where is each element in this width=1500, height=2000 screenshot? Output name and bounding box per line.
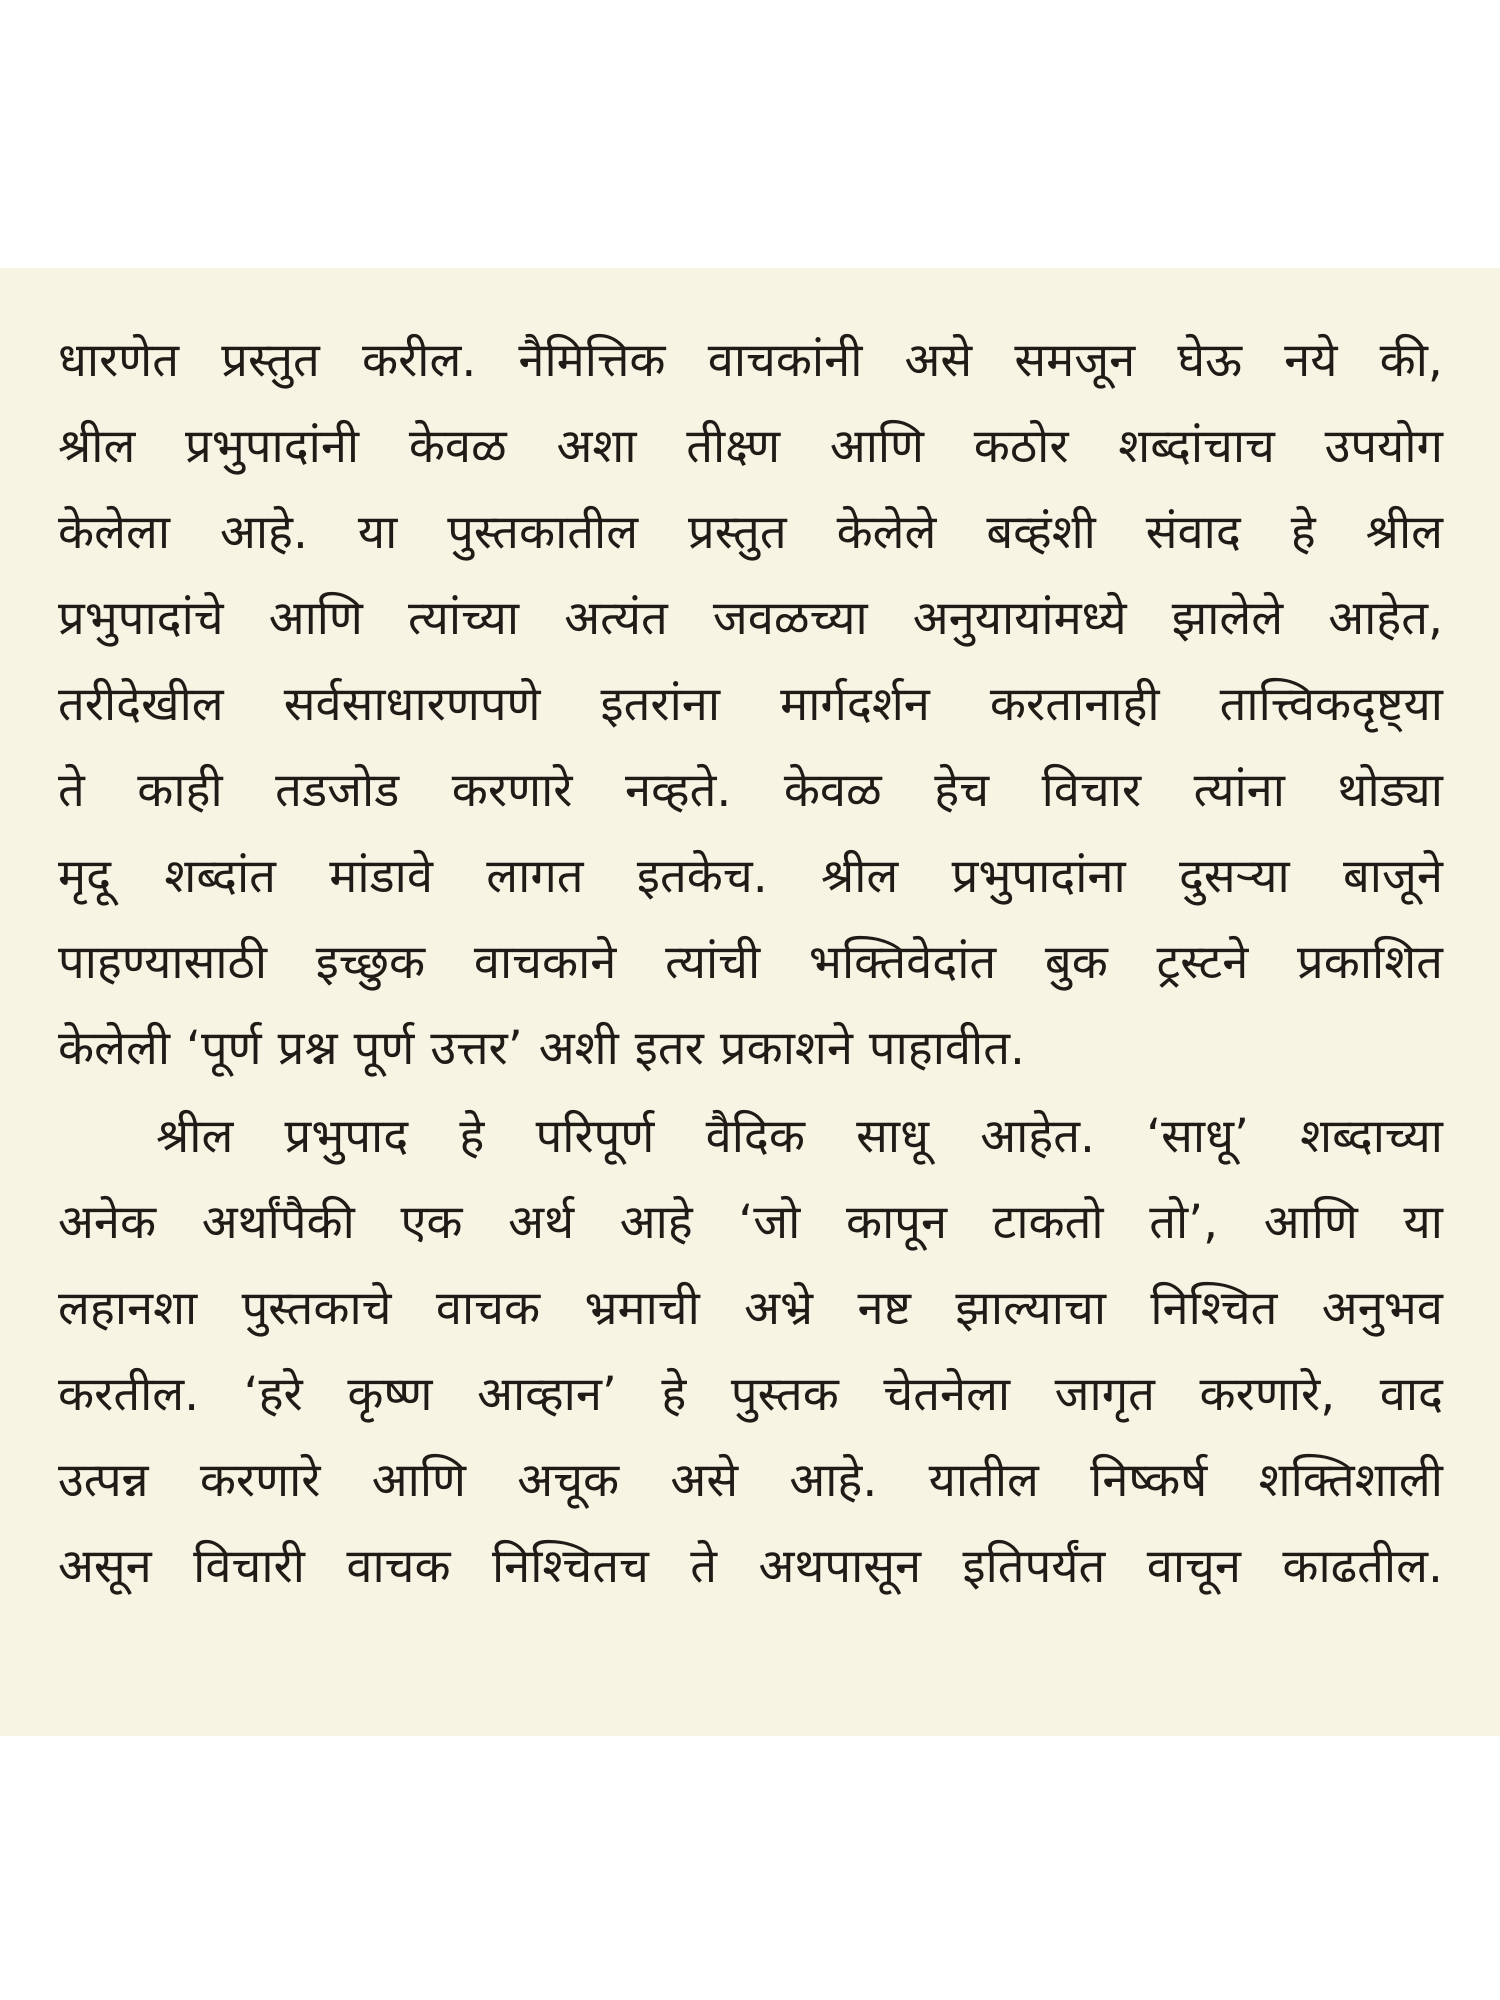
word: आहेत.	[980, 1109, 1095, 1164]
word: उत्पन्न	[58, 1453, 149, 1508]
word: श्रील	[156, 1109, 234, 1164]
word: निश्चितच	[491, 1539, 649, 1594]
word: आणि	[1263, 1195, 1358, 1250]
text-line	[58, 662, 1443, 748]
word: करतील.	[58, 1367, 200, 1422]
word: अचूक	[517, 1453, 620, 1508]
word: ‘पूर्ण	[186, 1021, 262, 1076]
word: निश्चित	[1150, 1281, 1278, 1336]
word: इतरांना	[600, 677, 721, 732]
word: बुक	[1044, 935, 1108, 990]
word: अनुभव	[1321, 1281, 1443, 1336]
text-line	[58, 1524, 1443, 1610]
word: इतर	[634, 1021, 704, 1076]
word: करतानाही	[989, 677, 1160, 732]
word: शब्दाच्या	[1300, 1109, 1443, 1164]
word: करणारे	[199, 1453, 321, 1508]
word: नये	[1284, 333, 1338, 388]
word: केलेला	[58, 505, 171, 560]
word: तरीदेखील	[58, 677, 224, 732]
word: करील.	[361, 333, 477, 388]
word: आणि	[268, 591, 363, 646]
word: समजून	[1014, 333, 1136, 388]
word: केवळ	[783, 763, 882, 818]
word: नष्ट	[857, 1281, 911, 1336]
word: असे	[904, 333, 973, 388]
word: यातील	[928, 1453, 1039, 1508]
word: चेतनेला	[883, 1367, 1011, 1422]
word: अथपासून	[758, 1539, 922, 1594]
word: विचार	[1041, 763, 1142, 818]
word: की,	[1379, 333, 1443, 388]
word: हे	[1290, 505, 1316, 560]
word: इतिपर्यंत	[962, 1539, 1106, 1594]
word: नव्हते.	[624, 763, 732, 818]
word: तडजोड	[275, 763, 400, 818]
word: करणारे	[451, 763, 573, 818]
word: परिपूर्ण	[535, 1109, 655, 1164]
text-line	[58, 834, 1443, 920]
word: निष्कर्ष	[1090, 1453, 1208, 1508]
word: वाचक	[346, 1539, 451, 1594]
word: आहेत,	[1328, 591, 1443, 646]
text-line	[58, 920, 1443, 1006]
word: प्रभुपादांनी	[185, 419, 360, 474]
word: ते	[58, 763, 85, 818]
word: भ्रमाची	[584, 1281, 700, 1336]
word: लागत	[486, 849, 584, 904]
word: प्रकाशने	[719, 1021, 853, 1076]
text-line	[58, 1352, 1443, 1438]
word: झाल्याचा	[955, 1281, 1106, 1336]
word: आहे.	[789, 1453, 878, 1508]
word: भक्तिवेदांत	[808, 935, 997, 990]
word: ‘जो	[738, 1195, 801, 1250]
word: ते	[690, 1539, 718, 1594]
word: मृदू	[58, 849, 112, 904]
word: वाचकांनी	[707, 333, 863, 388]
word: एक	[400, 1195, 463, 1250]
word: ‘हरे	[243, 1367, 303, 1422]
word: धारणेत	[58, 333, 180, 388]
word: श्रील	[58, 419, 136, 474]
word: श्रील	[820, 849, 899, 904]
word: या	[357, 505, 398, 560]
word: पाहण्यासाठी	[58, 935, 268, 990]
word: अत्यंत	[564, 591, 668, 646]
word: त्यांची	[665, 935, 761, 990]
text-block	[58, 318, 1443, 1610]
word: वाचकाने	[473, 935, 617, 990]
word: अर्थ	[508, 1195, 575, 1250]
word: विचारी	[193, 1539, 305, 1594]
word: बाजूने	[1342, 849, 1443, 904]
word: अर्थांपैकी	[201, 1195, 355, 1250]
text-line	[58, 576, 1443, 662]
word: प्रस्तुत	[688, 505, 787, 560]
word: प्रभुपादांना	[951, 849, 1126, 904]
word: जवळच्या	[712, 591, 868, 646]
word: कृष्ण	[347, 1367, 433, 1422]
word: हे	[661, 1367, 687, 1422]
word: वाचून	[1146, 1539, 1241, 1594]
word: शब्दांचाच	[1118, 419, 1275, 474]
text-line	[58, 1438, 1443, 1524]
word: करणारे,	[1199, 1367, 1336, 1422]
word: इच्छुक	[315, 935, 426, 990]
word: आहे.	[219, 505, 308, 560]
word: लहानशा	[58, 1281, 198, 1336]
word: ‘साधू’	[1146, 1109, 1249, 1164]
word: अनेक	[58, 1195, 157, 1250]
word: मांडावे	[329, 849, 433, 904]
word: आव्हान’	[477, 1367, 617, 1422]
word: उत्तर’	[430, 1021, 523, 1076]
text-line	[58, 1094, 1443, 1180]
word: पुस्तकाचे	[241, 1281, 392, 1336]
word: असे	[670, 1453, 739, 1508]
word: अशा	[556, 419, 637, 474]
text-line	[58, 1006, 1443, 1092]
word: केलेली	[58, 1021, 171, 1076]
text-line	[58, 404, 1443, 490]
word: केलेले	[836, 505, 937, 560]
word: केवळ	[408, 419, 507, 474]
word: दुसऱ्या	[1178, 849, 1290, 904]
word: साधू	[856, 1109, 930, 1164]
text-line	[58, 748, 1443, 834]
word: प्रकाशित	[1297, 935, 1443, 990]
word: अभ्रे	[744, 1281, 814, 1336]
word: पाहावीत.	[868, 1021, 1025, 1076]
word: नैमित्तिक	[518, 333, 666, 388]
word: हेच	[934, 763, 990, 818]
word: इतकेच.	[636, 849, 768, 904]
word: त्यांच्या	[408, 591, 520, 646]
word: सर्वसाधारणपणे	[283, 677, 541, 732]
word: बव्हंशी	[986, 505, 1096, 560]
word: काही	[137, 763, 223, 818]
word: प्रस्तुत	[221, 333, 320, 388]
word: पूर्ण	[353, 1021, 415, 1076]
word: कापून	[845, 1195, 948, 1250]
word: आणि	[371, 1453, 466, 1508]
text-line	[58, 1266, 1443, 1352]
word: झालेले	[1171, 591, 1284, 646]
word: पुस्तकातील	[447, 505, 639, 560]
word: वाचक	[435, 1281, 541, 1336]
word: तात्त्विकदृष्ट्या	[1219, 677, 1443, 732]
word: तीक्ष्ण	[686, 419, 781, 474]
word: श्रील	[1365, 505, 1443, 560]
word: संवाद	[1145, 505, 1241, 560]
word: वैदिक	[705, 1109, 805, 1164]
word: घेऊ	[1177, 333, 1243, 388]
word: हे	[459, 1109, 485, 1164]
text-line	[58, 490, 1443, 576]
word: थोड्या	[1337, 763, 1443, 818]
text-line	[58, 1180, 1443, 1266]
word: उपयोग	[1324, 419, 1443, 474]
word: त्यांना	[1193, 763, 1285, 818]
text-line	[58, 318, 1443, 404]
word: पुस्तक	[730, 1367, 839, 1422]
word: शक्तिशाली	[1258, 1453, 1443, 1508]
word: अनुयायांमध्ये	[912, 591, 1127, 646]
word: तो’,	[1149, 1195, 1219, 1250]
word: टाकतो	[992, 1195, 1104, 1250]
word: असून	[58, 1539, 152, 1594]
word: आणि	[829, 419, 925, 474]
word: आहे	[619, 1195, 693, 1250]
word: काढतील.	[1282, 1539, 1443, 1594]
word: शब्दांत	[164, 849, 276, 904]
word: प्रभुपाद	[284, 1109, 409, 1164]
word: कठोर	[973, 419, 1069, 474]
word: प्रभुपादांचे	[58, 591, 224, 646]
word: मार्गदर्शन	[780, 677, 930, 732]
word: अशी	[538, 1021, 619, 1076]
word: प्रश्न	[277, 1021, 338, 1076]
word: या	[1403, 1195, 1443, 1250]
word: जागृत	[1054, 1367, 1155, 1422]
word: ट्रस्टने	[1156, 935, 1249, 990]
word: वाद	[1379, 1367, 1443, 1422]
